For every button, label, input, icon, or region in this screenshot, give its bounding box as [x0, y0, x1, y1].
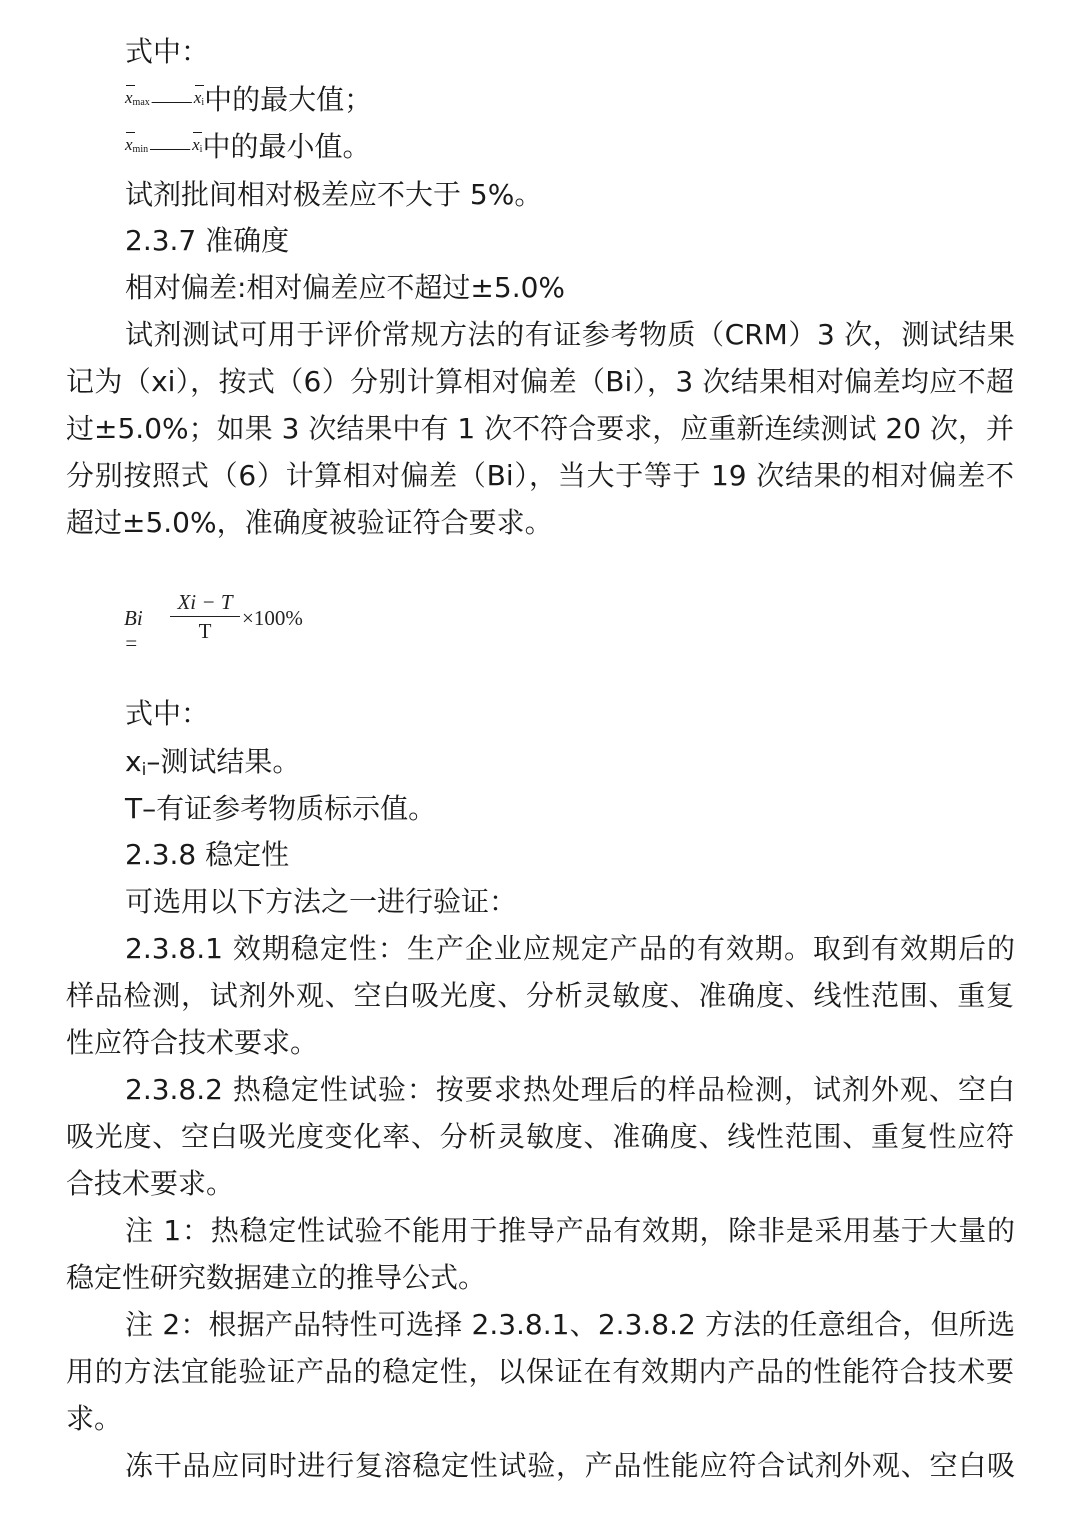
- definition-xi: $x_i-$测试结果。: [125, 745, 301, 780]
- accuracy-para-line: 过±5.0%；如果 3 次结果中有 1 次不符合要求，应重新连续测试 20 次，并: [66, 412, 1014, 445]
- definition-xmin: [125, 124, 370, 171]
- note2-line: 用的方法宜能验证产品的稳定性，以保证在有效期内产品的性能符合技术要: [66, 1355, 1014, 1388]
- xi-symbol: $x_i$: [194, 89, 204, 111]
- accuracy-para-line: 试剂测试可用于评价常规方法的有证参考物质（CRM）3 次，测试结果: [125, 318, 1015, 351]
- dash: ——: [151, 90, 192, 112]
- note2-line: 求。: [66, 1402, 123, 1435]
- definition-xmax: [125, 77, 372, 124]
- definition-t: T–有证参考物质标示值。: [125, 792, 437, 825]
- stability-intro: 可选用以下方法之一进行验证：: [125, 885, 518, 918]
- accuracy-para-line: 记为（xi），按式（6）分别计算相对偏差（Bi），3 次结果相对偏差均应不超: [66, 365, 1014, 398]
- definition-text: 中的最小值。: [202, 130, 371, 163]
- formula-lhs: Bi =: [124, 606, 143, 655]
- note1-line: 注 1：热稳定性试验不能用于推导产品有效期，除非是采用基于大量的: [125, 1214, 1015, 1247]
- formula-rhs: ×100%: [242, 606, 303, 630]
- xmax-symbol: $x_{max}$: [125, 89, 150, 111]
- note2-line: 注 2：根据产品特性可选择 2.3.8.1、2.3.8.2 方法的任意组合，但所选: [125, 1308, 1015, 1341]
- defs2-header: 式中：: [125, 697, 210, 730]
- xmin-symbol: $x_{min}$: [125, 136, 148, 158]
- stability-p2-line: 合技术要求。: [66, 1167, 235, 1200]
- xi-symbol: $x_i$: [192, 136, 202, 158]
- stability-heading: 2.3.8 稳定性: [125, 838, 290, 871]
- fraction-bar: [170, 616, 240, 617]
- defs-header: 式中：: [125, 35, 210, 68]
- note1-line: 稳定性研究数据建立的推导公式。: [66, 1261, 487, 1294]
- lyophilized-line: 冻干品应同时进行复溶稳定性试验，产品性能应符合试剂外观、空白吸: [125, 1449, 1015, 1482]
- accuracy-para-line: 超过±5.0%，准确度被验证符合要求。: [66, 506, 553, 539]
- stability-p1-line: 性应符合技术要求。: [66, 1026, 319, 1059]
- batch-range-requirement: 试剂批间相对极差应不大于 5%。: [125, 178, 543, 211]
- stability-p2-line: 吸光度、空白吸光度变化率、分析灵敏度、准确度、线性范围、重复性应符: [66, 1120, 1014, 1153]
- formula-fraction: [170, 590, 240, 643]
- stability-p1-line: 2.3.8.1 效期稳定性：生产企业应规定产品的有效期。取到有效期后的: [125, 932, 1015, 965]
- stability-p1-line: 样品检测，试剂外观、空白吸光度、分析灵敏度、准确度、线性范围、重复: [66, 979, 1014, 1012]
- dash: ——: [150, 137, 191, 159]
- formula-denominator: T: [198, 619, 212, 643]
- accuracy-para-line: 分别按照式（6）计算相对偏差（Bi），当大于等于 19 次结果的相对偏差不: [66, 459, 1014, 492]
- accuracy-criterion: 相对偏差:相对偏差应不超过±5.0%: [125, 271, 566, 304]
- formula-numerator: Xi − T: [177, 590, 233, 614]
- definition-text: 中的最大值；: [204, 83, 373, 116]
- accuracy-heading: 2.3.7 准确度: [125, 224, 290, 257]
- stability-p2-line: 2.3.8.2 热稳定性试验：按要求热处理后的样品检测，试剂外观、空白: [125, 1073, 1015, 1106]
